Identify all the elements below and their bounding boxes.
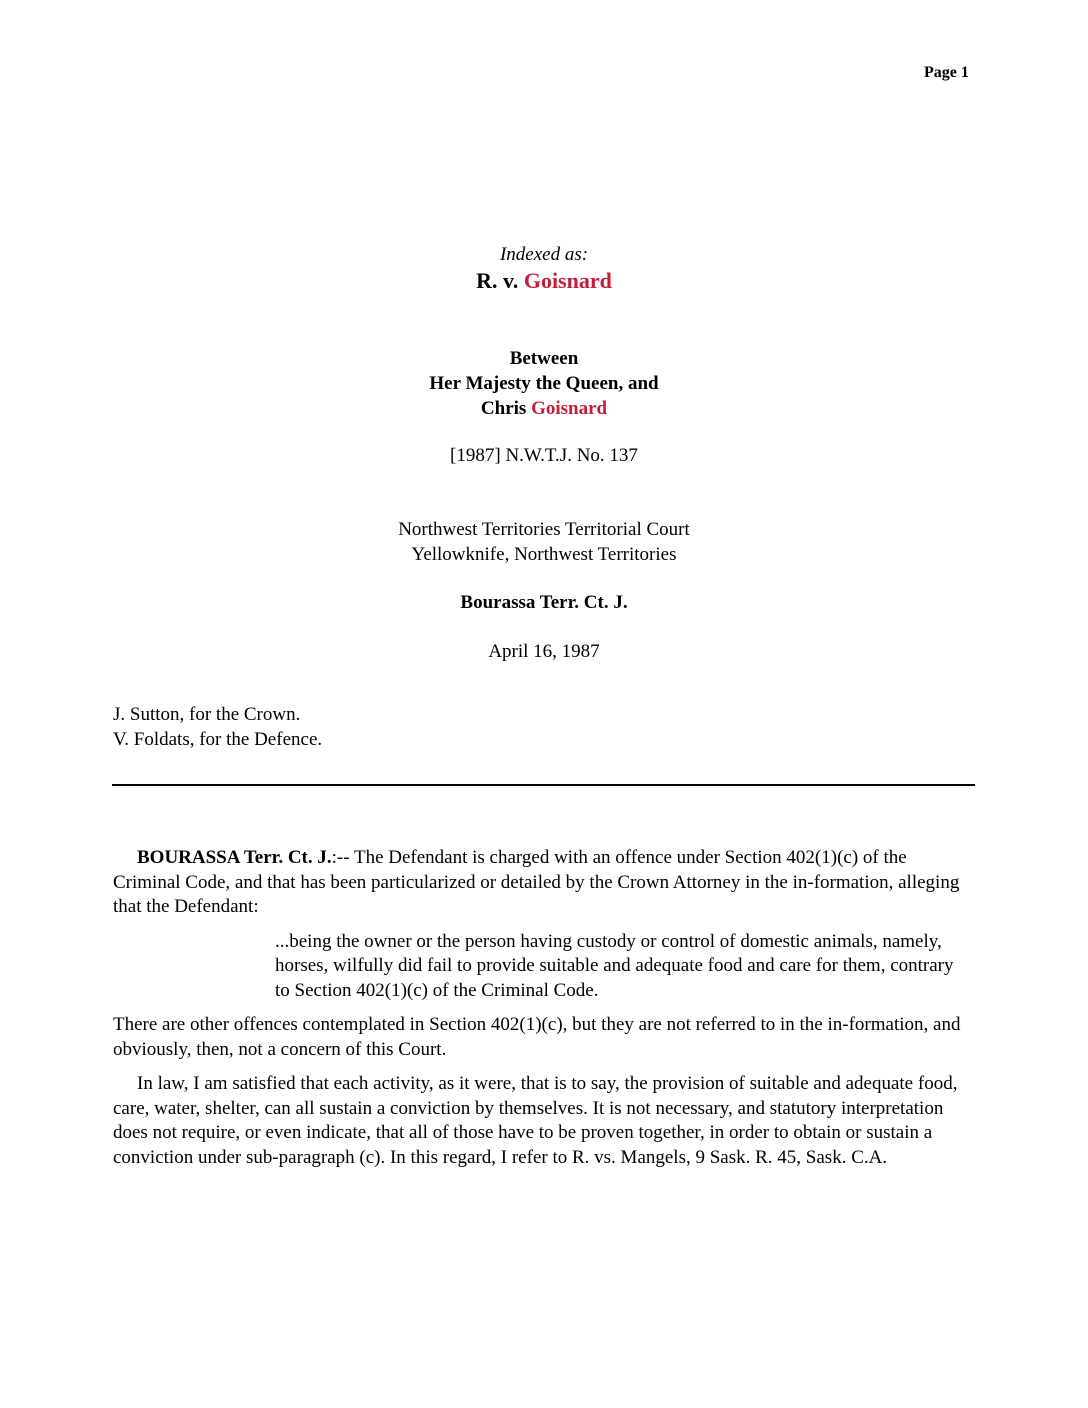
indexed-as-label: Indexed as:	[499, 244, 589, 265]
court-block	[0, 517, 1088, 567]
paragraph-3: In law, I am satisfied that each activity, as it were, that is to say, the provision of suitable and adequate food, care, water, shelter, can all sustain a conviction by themselves. It is not necessary, and statutory interpretation does not require, or even indicate, that all of those have to be proven together, in order to obtain or sustain a conviction under sub-paragraph (c). In this regard, I refer to R. vs. Mangels, 9 Sask. R. 45, Sask. C.A.	[113, 1073, 958, 1168]
counsel-defence: V. Foldats, for the Defence.	[113, 729, 323, 750]
paragraph-1	[113, 846, 973, 920]
case-title-highlight: Goisnard	[523, 268, 612, 293]
judge-name: Bourassa Terr. Ct. J.	[460, 592, 628, 613]
court-location: Yellowknife, Northwest Territories	[411, 544, 677, 565]
decision-date: April 16, 1987	[488, 641, 600, 662]
paragraph-1-text: :-- The Defendant is charged with an offence under Section 402(1)(c) of the Criminal Code, and that has been particularized or detailed by the Crown Attorney in the in-formation, alleging that the Defendant:	[113, 847, 960, 917]
party-defendant-first: Chris	[480, 398, 532, 419]
parties-block	[0, 346, 1088, 421]
counsel-block	[113, 702, 322, 752]
paragraph-2: There are other offences contemplated in Section 402(1)(c), but they are not referred to in the in-formation, and obviously, then, not a concern of this Court.	[113, 1014, 961, 1060]
party-defendant	[0, 396, 1088, 421]
judgment-body	[113, 846, 973, 1170]
judge-lead: BOURASSA Terr. Ct. J.	[137, 847, 332, 868]
horizontal-divider	[112, 784, 975, 786]
party-defendant-highlight: Goisnard	[531, 398, 608, 419]
party-crown: Her Majesty the Queen, and	[429, 373, 659, 394]
counsel-crown: J. Sutton, for the Crown.	[113, 704, 301, 725]
citation: [1987] N.W.T.J. No. 137	[450, 445, 638, 466]
page-number: Page 1	[924, 64, 969, 81]
between-label: Between	[509, 348, 579, 369]
court-name: Northwest Territories Territorial Court	[398, 519, 690, 540]
block-quote: ...being the owner or the person having custody or control of domestic animals, namely, horses, wilfully did fail to provide suitable and adequate food and care for them, contrary to Section 402(1)(c) of the Criminal Code.	[275, 930, 954, 1001]
case-title-prefix: R. v.	[476, 268, 524, 293]
case-title	[0, 268, 1088, 294]
